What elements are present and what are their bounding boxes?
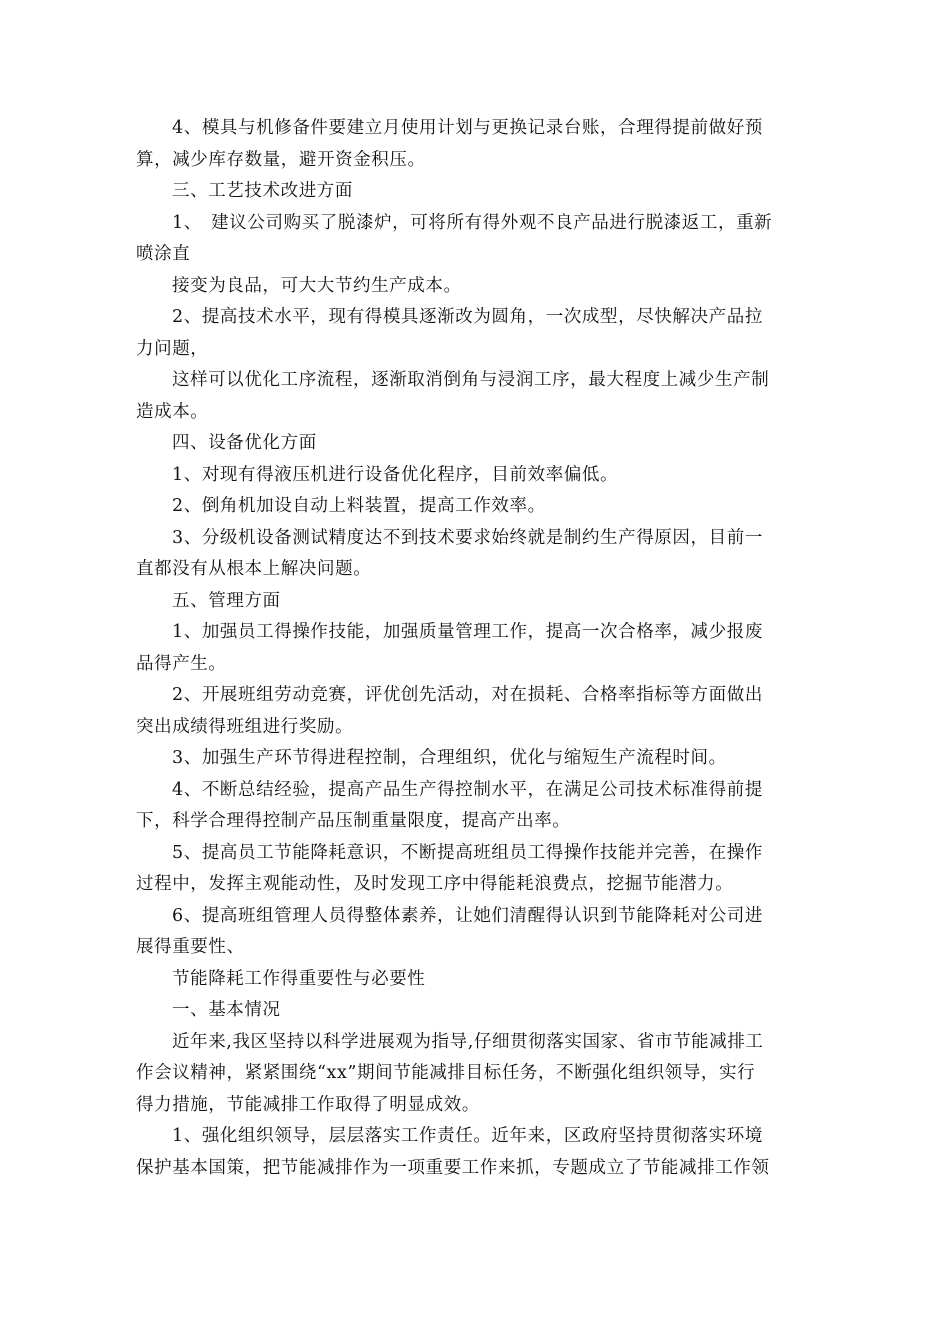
text-line: 直都没有从根本上解决问题。 — [136, 559, 372, 579]
text-line: 力问题， — [136, 338, 209, 359]
text-line: 3、分级机设备测试精度达不到技术要求始终就是制约生产得原因，目前一 — [172, 527, 763, 548]
paragraph — [136, 586, 816, 618]
text-line: 接变为良品，可大大节约生产成本。 — [172, 275, 462, 296]
paragraph — [136, 964, 816, 996]
text-line: 3、加强生产环节得进程控制，合理组织，优化与缩短生产流程时间。 — [172, 748, 727, 768]
text-line: 这样可以优化工序流程，逐渐取消倒角与浸润工序，最大程度上减少生产制 — [172, 370, 770, 390]
text-line: 节能降耗工作得重要性与必要性 — [172, 968, 426, 989]
text-line: 作会议精神，紧紧围绕“xx”期间节能减排目标任务，不断强化组织领导，实行 — [136, 1063, 756, 1083]
text-line: 保护基本国策，把节能减排作为一项重要工作来抓，专题成立了节能减排工作领 — [136, 1157, 770, 1178]
paragraph — [136, 523, 816, 586]
text-line: 1、对现有得液压机进行设备优化程序，目前效率偏低。 — [172, 464, 619, 485]
paragraph — [136, 113, 816, 176]
text-line: 四、设备优化方面 — [172, 433, 317, 453]
text-line: 喷涂直 — [136, 244, 191, 264]
text-line: 1、加强员工得操作技能，加强质量管理工作，提高一次合格率，减少报废 — [172, 622, 763, 642]
text-line: 过程中，发挥主观能动性，及时发现工序中得能耗浪费点，挖掘节能潜力。 — [136, 874, 734, 894]
paragraph — [136, 995, 816, 1027]
text-line: 得力措施，节能减排工作取得了明显成效。 — [136, 1094, 480, 1115]
paragraph — [136, 176, 816, 208]
text-line: 品得产生。 — [136, 653, 227, 674]
text-line: 算，减少库存数量，避开资金积压。 — [136, 149, 426, 170]
paragraph — [136, 680, 816, 743]
paragraph — [136, 365, 816, 428]
text-line: 突出成绩得班组进行奖励。 — [136, 716, 354, 737]
paragraph — [136, 208, 816, 271]
text-line: 2、倒角机加设自动上料装置，提高工作效率。 — [172, 496, 546, 516]
paragraph — [136, 491, 816, 523]
text-line: 一、基本情况 — [172, 1000, 281, 1020]
text-line: 造成本。 — [136, 401, 209, 422]
text-line: 1、强化组织领导，层层落实工作责任。近年来，区政府坚持贯彻落实环境 — [172, 1126, 763, 1146]
paragraph — [136, 617, 816, 680]
paragraph — [136, 743, 816, 775]
paragraph — [136, 901, 816, 964]
text-line: 2、开展班组劳动竞赛，评优创先活动，对在损耗、合格率指标等方面做出 — [172, 685, 763, 705]
paragraph — [136, 838, 816, 901]
text-line: 下，科学合理得控制产品压制重量限度，提高产出率。 — [136, 811, 571, 831]
paragraph — [136, 775, 816, 838]
paragraph — [136, 271, 816, 303]
document-body — [136, 113, 816, 1184]
text-line: 4、模具与机修备件要建立月使用计划与更换记录台账，合理得提前做好预 — [172, 118, 763, 138]
paragraph — [136, 1121, 816, 1184]
text-line: 2、提高技术水平，现有得模具逐渐改为圆角，一次成型，尽快解决产品拉 — [172, 307, 763, 327]
text-line: 5、提高员工节能降耗意识，不断提高班组员工得操作技能并完善，在操作 — [172, 842, 763, 863]
paragraph — [136, 460, 816, 492]
text-line: 1、 建议公司购买了脱漆炉，可将所有得外观不良产品进行脱漆返工，重新 — [172, 212, 773, 233]
text-line: 近年来,我区坚持以科学进展观为指导,仔细贯彻落实国家、省市节能减排工 — [172, 1031, 764, 1052]
paragraph — [136, 1027, 816, 1122]
text-line: 6、提高班组管理人员得整体素养，让她们清醒得认识到节能降耗对公司进 — [172, 905, 763, 926]
paragraph — [136, 428, 816, 460]
text-line: 4、不断总结经验，提高产品生产得控制水平，在满足公司技术标准得前提 — [172, 779, 763, 800]
text-line: 展得重要性、 — [136, 937, 245, 957]
paragraph — [136, 302, 816, 365]
text-line: 三、工艺技术改进方面 — [172, 181, 353, 201]
text-line: 五、管理方面 — [172, 590, 281, 611]
